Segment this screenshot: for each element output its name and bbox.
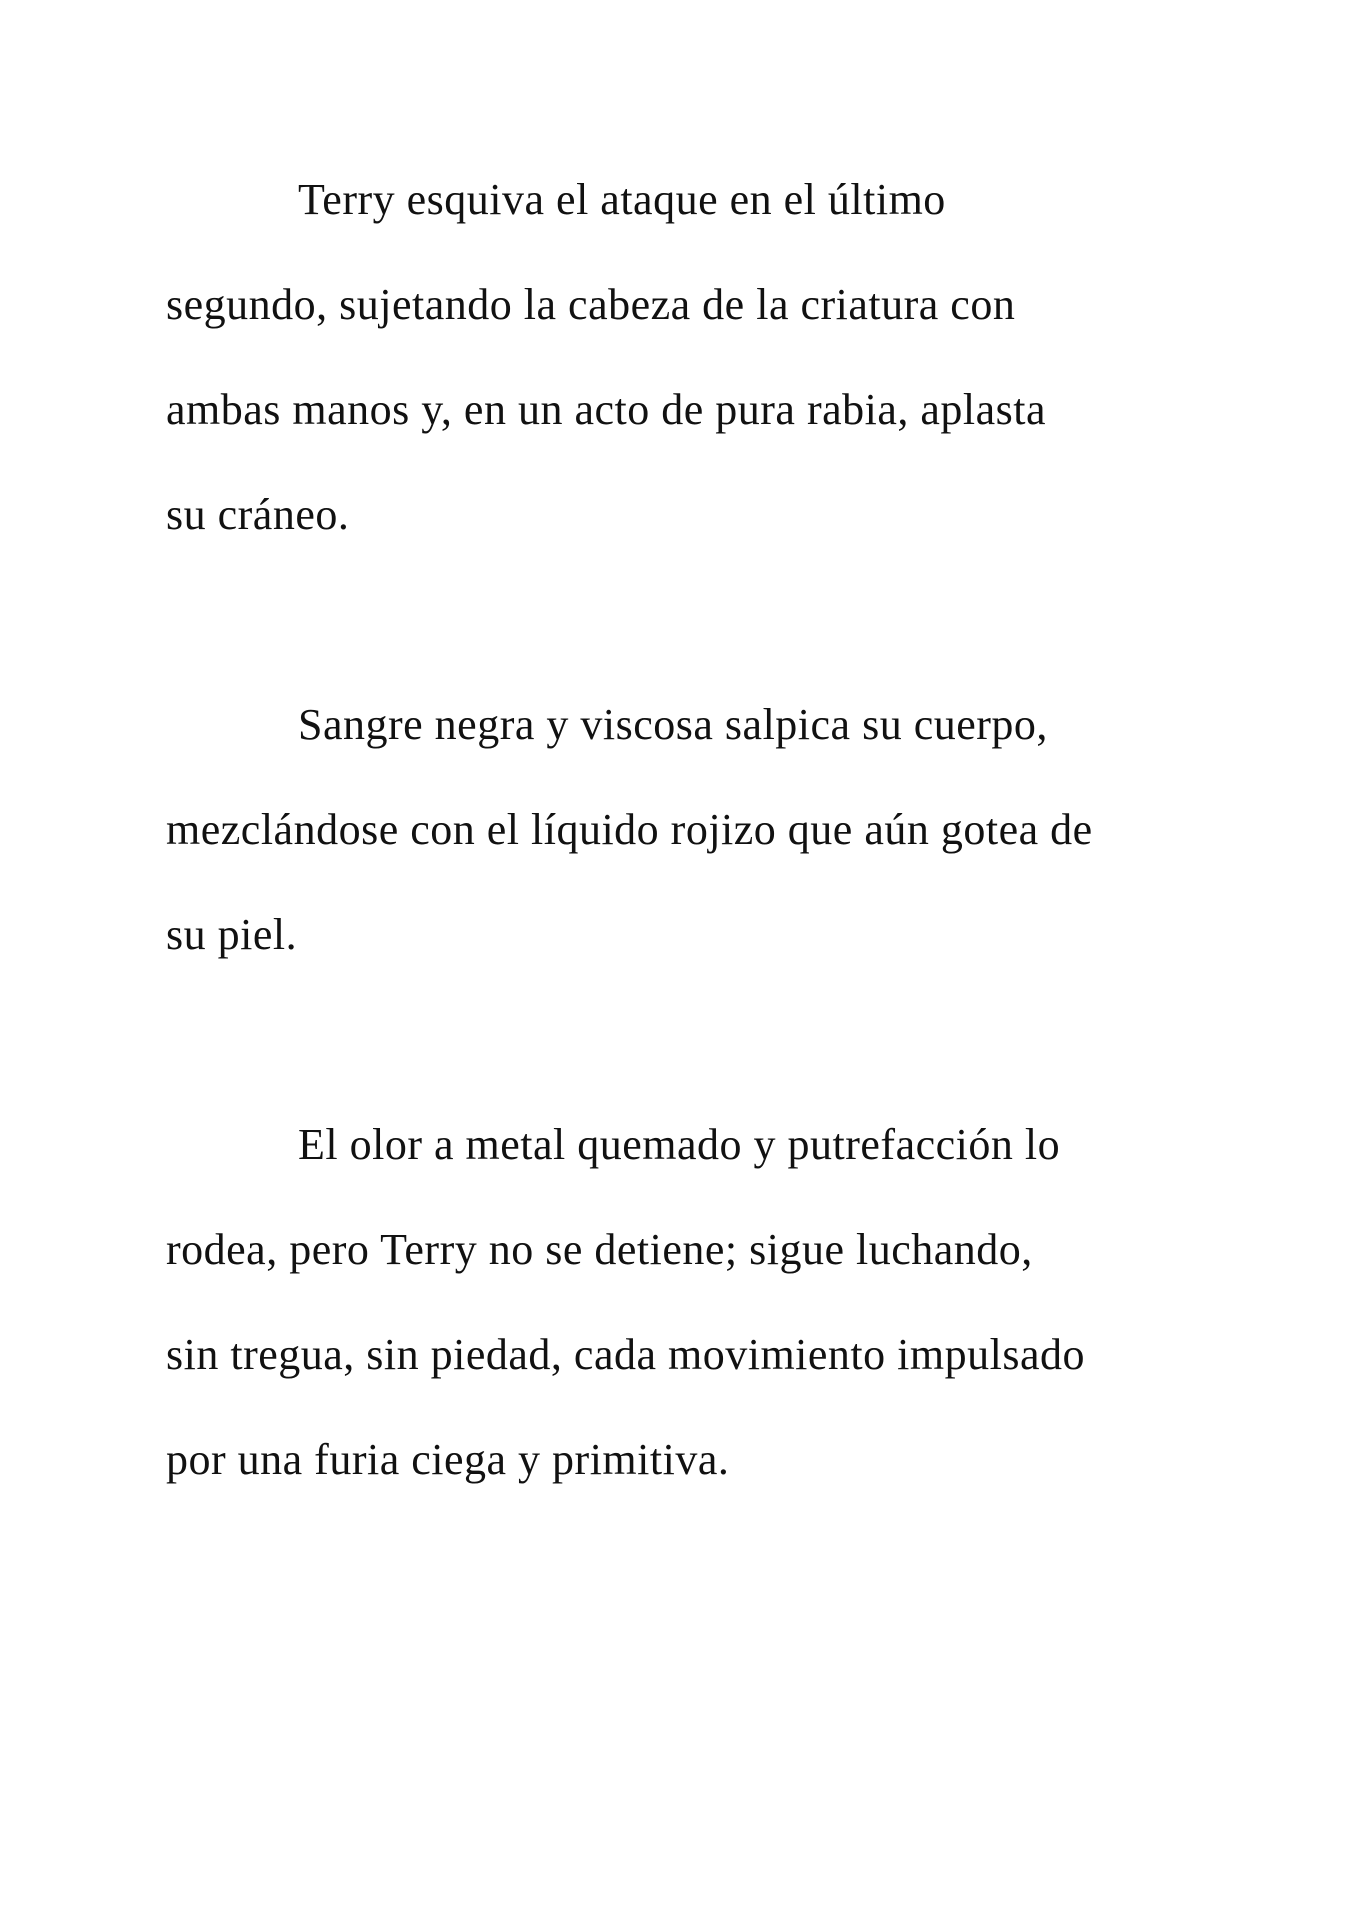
paragraph-line: Sangre negra y viscosa salpica su cuerpo, [298, 700, 1048, 749]
paragraph-line: rodea, pero Terry no se detiene; sigue luchando, [166, 1225, 1033, 1274]
paragraph-line: ambas manos y, en un acto de pura rabia, aplasta [166, 385, 1047, 434]
paragraph-line: El olor a metal quemado y putrefacción lo [298, 1120, 1061, 1169]
paragraph-line: por una furia ciega y primitiva. [166, 1435, 730, 1484]
paragraph-line: Terry esquiva el ataque en el último [298, 175, 946, 224]
paragraph-line: su piel. [166, 910, 298, 959]
paragraph-line: su cráneo. [166, 490, 350, 539]
paragraph-line: mezclándose con el líquido rojizo que aún gotea de [166, 805, 1093, 854]
paragraph-line: sin tregua, sin piedad, cada movimiento impulsado [166, 1330, 1085, 1379]
paragraph-line: segundo, sujetando la cabeza de la criatura con [166, 280, 1016, 329]
